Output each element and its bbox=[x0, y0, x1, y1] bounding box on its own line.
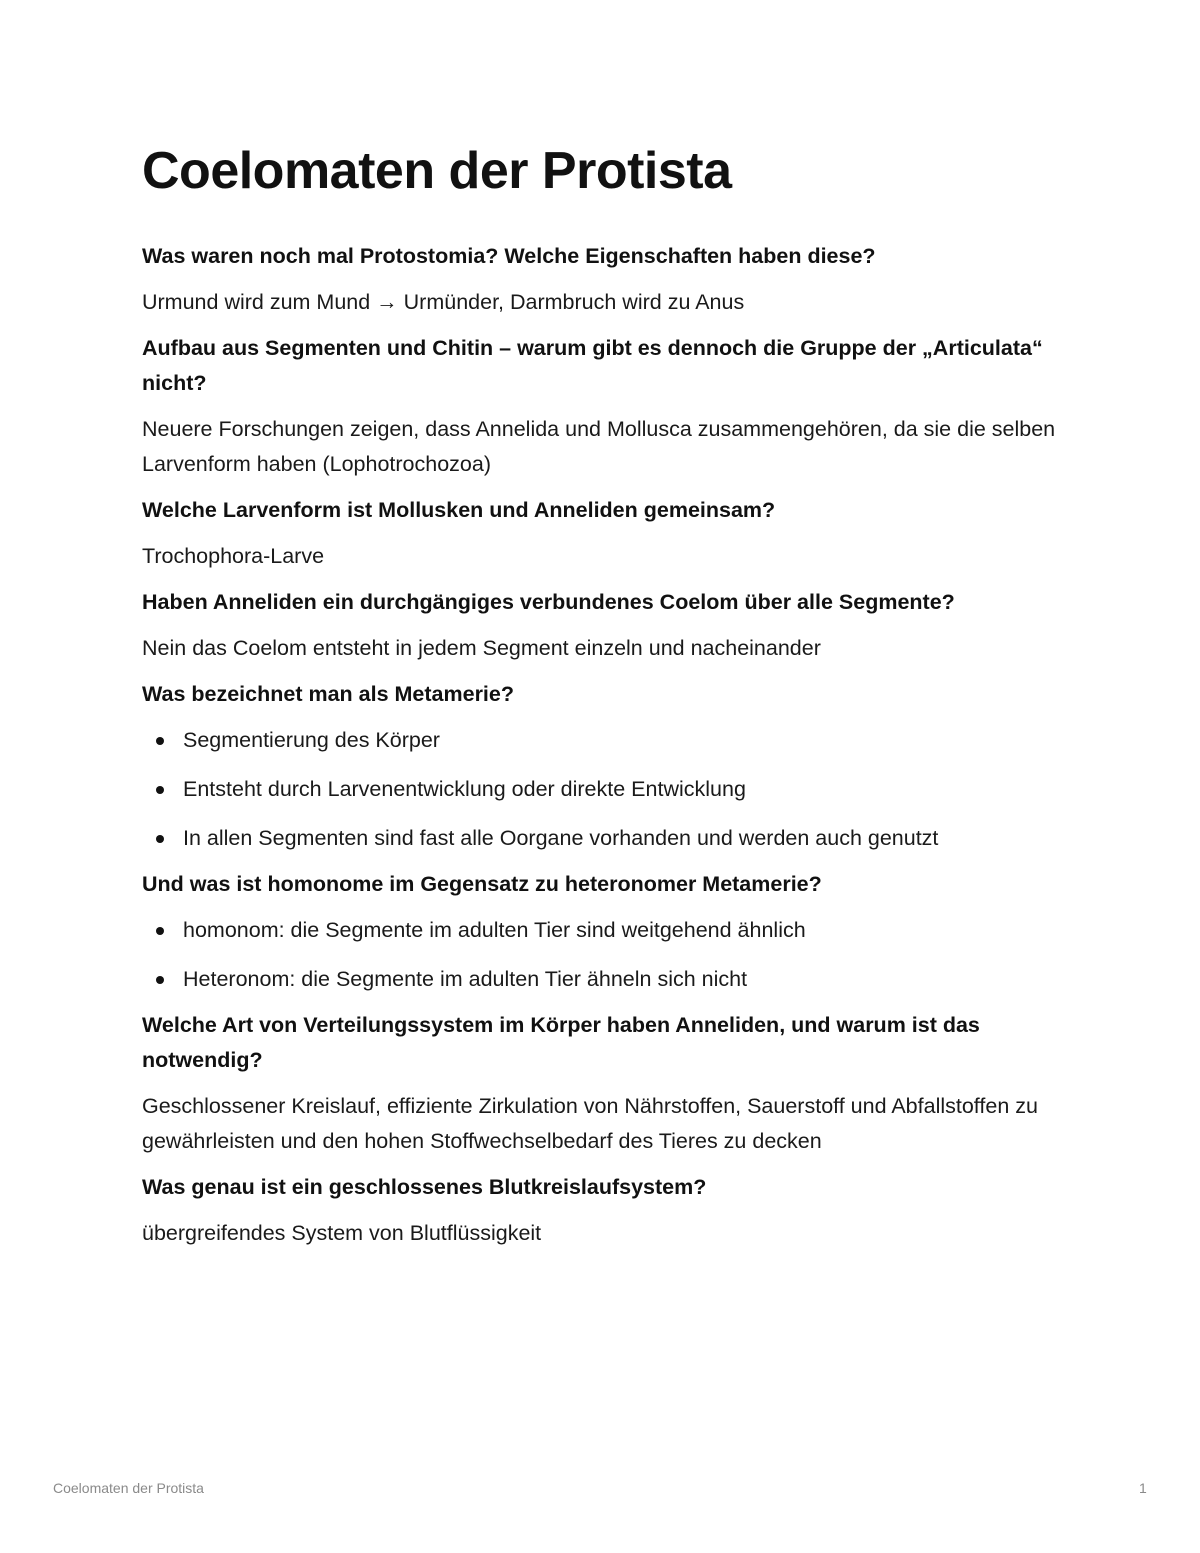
list-item bbox=[142, 723, 1062, 758]
bullet-icon bbox=[156, 786, 164, 794]
question-blutkreislauf: Was genau ist ein geschlossenes Blutkreislaufsystem? bbox=[142, 1175, 707, 1200]
question-homonom: Und was ist homonome im Gegensatz zu heteronomer Metamerie? bbox=[142, 872, 822, 897]
list-item-text: In allen Segmenten sind fast alle Oorgane vorhanden und werden auch genutzt bbox=[183, 826, 939, 851]
answer-larvenform: Trochophora-Larve bbox=[142, 544, 325, 569]
list-item bbox=[142, 821, 1062, 856]
list-item-text: Segmentierung des Körper bbox=[183, 728, 440, 753]
question-protostomia: Was waren noch mal Protostomia? Welche Eigenschaften haben diese? bbox=[142, 244, 876, 269]
page-title: Coelomaten der Protista bbox=[142, 142, 732, 200]
footer-title: Coelomaten der Protista bbox=[53, 1480, 204, 1496]
answer-blutkreislauf: übergreifendes System von Blutflüssigkeit bbox=[142, 1221, 542, 1246]
answer-verteilungssystem: Geschlossener Kreislauf, effiziente Zirkulation von Nährstoffen, Sauerstoff und Abfallstoffen zu gewährleisten und den hohen Stoffwechselbedarf des Tieres zu decken bbox=[142, 1094, 1038, 1154]
question-larvenform: Welche Larvenform ist Mollusken und Anneliden gemeinsam? bbox=[142, 498, 776, 523]
page-content bbox=[142, 140, 1062, 1262]
bullet-icon bbox=[156, 835, 164, 843]
list-item bbox=[142, 772, 1062, 807]
homonom-list bbox=[142, 913, 1062, 997]
question-metamerie: Was bezeichnet man als Metamerie? bbox=[142, 682, 514, 707]
list-item-text: homonom: die Segmente im adulten Tier sind weitgehend ähnlich bbox=[183, 918, 806, 943]
question-verteilungssystem: Welche Art von Verteilungssystem im Körper haben Anneliden, und warum ist das notwendig? bbox=[142, 1013, 980, 1073]
question-coelom: Haben Anneliden ein durchgängiges verbundenes Coelom über alle Segmente? bbox=[142, 590, 955, 615]
list-item-text: Entsteht durch Larvenentwicklung oder direkte Entwicklung bbox=[183, 777, 746, 802]
answer-protostomia: Urmund wird zum Mund → Urmünder, Darmbruch wird zu Anus bbox=[142, 290, 745, 315]
bullet-icon bbox=[156, 927, 164, 935]
bullet-icon bbox=[156, 976, 164, 984]
page-number: 1 bbox=[1139, 1480, 1147, 1496]
list-item-text: Heteronom: die Segmente im adulten Tier ähneln sich nicht bbox=[183, 967, 748, 992]
bullet-icon bbox=[156, 737, 164, 745]
answer-articulata: Neuere Forschungen zeigen, dass Annelida und Mollusca zusammengehören, da sie die selben Larvenform haben (Lophotrochozoa) bbox=[142, 417, 1056, 477]
list-item bbox=[142, 962, 1062, 997]
question-articulata: Aufbau aus Segmenten und Chitin – warum gibt es dennoch die Gruppe der „Articulata“ nicht? bbox=[142, 336, 1043, 396]
list-item bbox=[142, 913, 1062, 948]
answer-coelom: Nein das Coelom entsteht in jedem Segment einzeln und nacheinander bbox=[142, 636, 821, 661]
metamerie-list bbox=[142, 723, 1062, 856]
